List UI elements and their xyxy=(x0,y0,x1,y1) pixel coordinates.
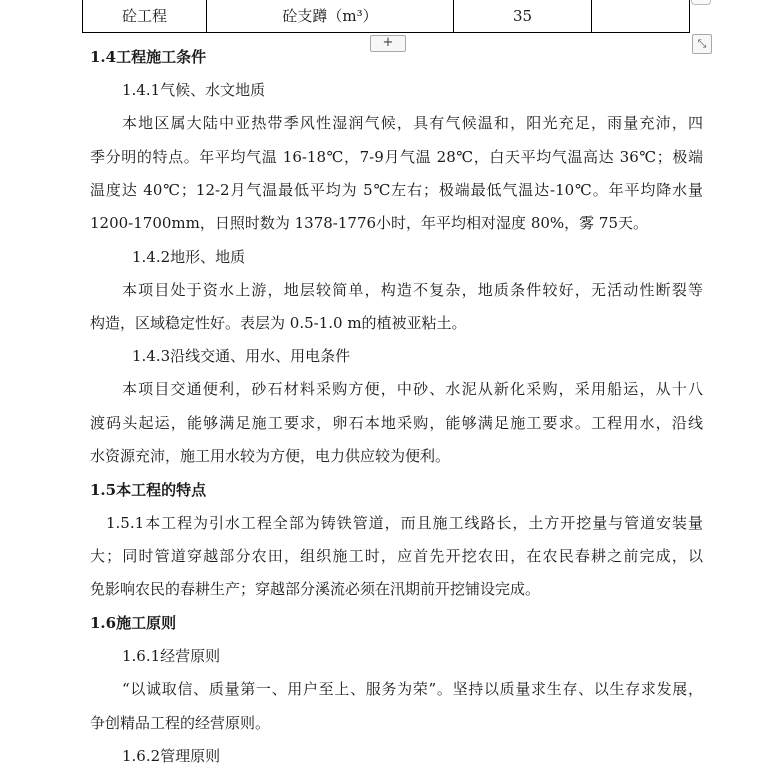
paragraph-line: 本地区属大陆中亚热带季风性湿润气候，具有气候温和，阳光充足，雨量充沛，四 xyxy=(122,114,703,132)
paragraph-line: 1.5.1本工程为引水工程全部为铸铁管道，而且施工线路长，土方开挖量与管道安装量 xyxy=(106,514,703,532)
section-heading: 1.5本工程的特点 xyxy=(90,481,207,499)
table-cell: 35 xyxy=(454,0,592,33)
table-cell: 砼支蹲（m³） xyxy=(207,0,454,33)
paragraph-line: 本项目交通便利，砂石材料采购方便，中砂、水泥从新化采购，采用船运，从十八 xyxy=(122,380,703,398)
paragraph-line: 大；同时管道穿越部分农田，组织施工时，应首先开挖农田，在农民春耕之前完成，以 xyxy=(90,547,703,565)
work-quantity-table xyxy=(82,0,690,33)
table-cell xyxy=(592,0,690,33)
paragraph-line: 温度达 40℃；12-2月气温最低平均为 5℃左右；极端最低气温达-10℃。年平均降水量 xyxy=(90,181,703,199)
subsection-heading: 1.4.3沿线交通、用水、用电条件 xyxy=(132,347,351,365)
paragraph-line: “以诚取信、质量第一、用户至上、服务为荣”。坚持以质量求生存、以生存求发展， xyxy=(122,680,703,698)
subsection-heading: 1.6.1经营原则 xyxy=(122,647,221,665)
table-row xyxy=(83,0,690,33)
table-edge-handle[interactable] xyxy=(691,0,711,5)
paragraph-line: 构造，区域稳定性好。表层为 0.5-1.0 m的植被亚粘土。 xyxy=(90,314,467,332)
section-heading: 1.4工程施工条件 xyxy=(90,48,207,66)
table-cell: 砼工程 xyxy=(83,0,207,33)
paragraph-line: 渡码头起运，能够满足施工要求，卵石本地采购，能够满足施工要求。工程用水，沿线 xyxy=(90,414,703,432)
subsection-heading: 1.4.2地形、地质 xyxy=(132,248,246,266)
paragraph-line: 本项目处于资水上游，地层较简单，构造不复杂，地质条件较好，无活动性断裂等 xyxy=(122,281,703,299)
paragraph-line: 争创精品工程的经营原则。 xyxy=(90,714,271,732)
subsection-heading: 1.4.1气候、水文地质 xyxy=(122,81,266,99)
subsection-heading: 1.6.2管理原则 xyxy=(122,747,221,765)
section-heading: 1.6施工原则 xyxy=(90,614,177,632)
table-resize-icon[interactable]: ⤡ xyxy=(692,34,712,54)
paragraph-line: 1200-1700mm，日照时数为 1378-1776小时，年平均相对湿度 80%，雾 75天。 xyxy=(90,214,649,232)
paragraph-line: 季分明的特点。年平均气温 16-18℃，7-9月气温 28℃，白天平均气温高达 36℃；极端 xyxy=(90,148,703,166)
paragraph-line: 水资源充沛，施工用水较为方便，电力供应较为便利。 xyxy=(90,447,451,465)
paragraph-line: 免影响农民的春耕生产；穿越部分溪流必须在汛期前开挖铺设完成。 xyxy=(90,580,541,598)
add-row-button[interactable]: + xyxy=(370,35,406,52)
